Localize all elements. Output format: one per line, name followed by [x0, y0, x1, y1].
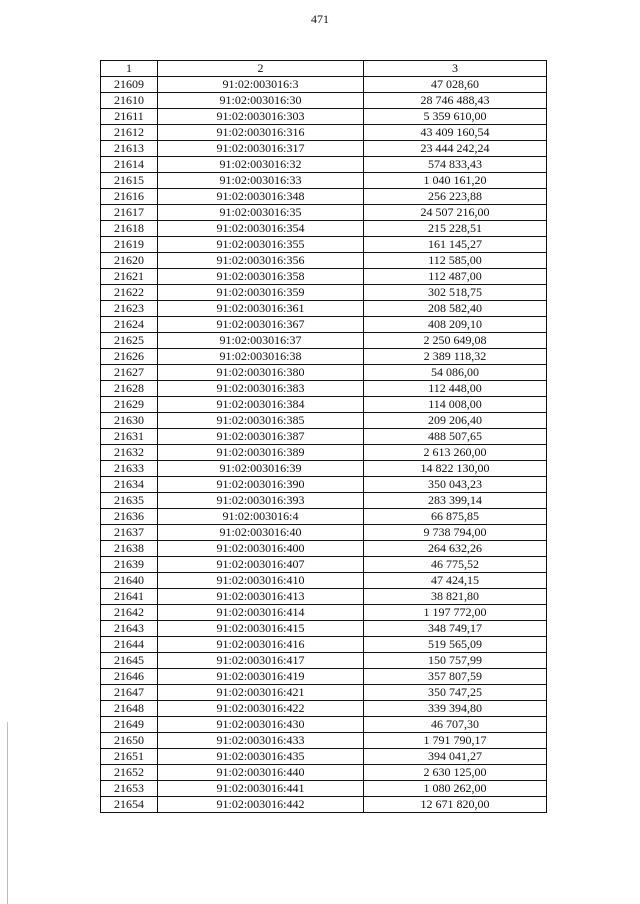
table-body — [101, 77, 547, 813]
row-number-cell: 21612 — [101, 125, 158, 141]
table-row — [101, 589, 547, 605]
cadastral-number-cell: 91:02:003016:384 — [158, 397, 364, 413]
value-cell: 256 223,88 — [364, 189, 547, 205]
row-number-cell: 21644 — [101, 637, 158, 653]
row-number-cell: 21629 — [101, 397, 158, 413]
cadastral-number-cell: 91:02:003016:316 — [158, 125, 364, 141]
cadastral-number-cell: 91:02:003016:4 — [158, 509, 364, 525]
value-cell: 112 487,00 — [364, 269, 547, 285]
cadastral-number-cell: 91:02:003016:422 — [158, 701, 364, 717]
cadastral-number-cell: 91:02:003016:415 — [158, 621, 364, 637]
table-row — [101, 445, 547, 461]
table-row — [101, 637, 547, 653]
row-number-cell: 21609 — [101, 77, 158, 93]
value-cell: 208 582,40 — [364, 301, 547, 317]
table-row — [101, 685, 547, 701]
cadastral-number-cell: 91:02:003016:407 — [158, 557, 364, 573]
value-cell: 283 399,14 — [364, 493, 547, 509]
cadastral-number-cell: 91:02:003016:421 — [158, 685, 364, 701]
cadastral-number-cell: 91:02:003016:380 — [158, 365, 364, 381]
value-cell: 348 749,17 — [364, 621, 547, 637]
row-number-cell: 21628 — [101, 381, 158, 397]
row-number-cell: 21651 — [101, 749, 158, 765]
table-row — [101, 205, 547, 221]
cadastral-number-cell: 91:02:003016:417 — [158, 653, 364, 669]
row-number-cell: 21616 — [101, 189, 158, 205]
value-cell: 66 875,85 — [364, 509, 547, 525]
row-number-cell: 21632 — [101, 445, 158, 461]
cadastral-number-cell: 91:02:003016:358 — [158, 269, 364, 285]
value-cell: 23 444 242,24 — [364, 141, 547, 157]
value-cell: 574 833,43 — [364, 157, 547, 173]
value-cell: 2 613 260,00 — [364, 445, 547, 461]
row-number-cell: 21615 — [101, 173, 158, 189]
cadastral-number-cell: 91:02:003016:400 — [158, 541, 364, 557]
value-cell: 357 807,59 — [364, 669, 547, 685]
row-number-cell: 21618 — [101, 221, 158, 237]
cadastral-number-cell: 91:02:003016:361 — [158, 301, 364, 317]
value-cell: 112 585,00 — [364, 253, 547, 269]
value-cell: 2 250 649,08 — [364, 333, 547, 349]
table-row — [101, 717, 547, 733]
row-number-cell: 21625 — [101, 333, 158, 349]
value-cell: 394 041,27 — [364, 749, 547, 765]
table-row — [101, 269, 547, 285]
table-row — [101, 157, 547, 173]
scan-edge-line — [7, 722, 8, 904]
table-header-row — [101, 61, 547, 77]
cadastral-number-cell: 91:02:003016:303 — [158, 109, 364, 125]
value-cell: 339 394,80 — [364, 701, 547, 717]
cadastral-number-cell: 91:02:003016:359 — [158, 285, 364, 301]
column-header-number: 1 — [101, 61, 158, 77]
table-row — [101, 285, 547, 301]
cadastral-number-cell: 91:02:003016:389 — [158, 445, 364, 461]
value-cell: 47 424,15 — [364, 573, 547, 589]
value-cell: 112 448,00 — [364, 381, 547, 397]
table-row — [101, 493, 547, 509]
row-number-cell: 21614 — [101, 157, 158, 173]
row-number-cell: 21649 — [101, 717, 158, 733]
cadastral-number-cell: 91:02:003016:38 — [158, 349, 364, 365]
row-number-cell: 21620 — [101, 253, 158, 269]
row-number-cell: 21640 — [101, 573, 158, 589]
cadastral-number-cell: 91:02:003016:441 — [158, 781, 364, 797]
table-row — [101, 125, 547, 141]
row-number-cell: 21643 — [101, 621, 158, 637]
row-number-cell: 21630 — [101, 413, 158, 429]
row-number-cell: 21633 — [101, 461, 158, 477]
row-number-cell: 21642 — [101, 605, 158, 621]
table-row — [101, 733, 547, 749]
row-number-cell: 21641 — [101, 589, 158, 605]
table-row — [101, 797, 547, 813]
table-row — [101, 77, 547, 93]
cadastral-number-cell: 91:02:003016:3 — [158, 77, 364, 93]
table-row — [101, 605, 547, 621]
table-row — [101, 333, 547, 349]
row-number-cell: 21613 — [101, 141, 158, 157]
table-row — [101, 381, 547, 397]
cadastral-number-cell: 91:02:003016:435 — [158, 749, 364, 765]
value-cell: 43 409 160,54 — [364, 125, 547, 141]
cadastral-number-cell: 91:02:003016:393 — [158, 493, 364, 509]
table-row — [101, 509, 547, 525]
cadastral-number-cell: 91:02:003016:416 — [158, 637, 364, 653]
value-cell: 2 389 118,32 — [364, 349, 547, 365]
table-row — [101, 93, 547, 109]
row-number-cell: 21646 — [101, 669, 158, 685]
value-cell: 114 008,00 — [364, 397, 547, 413]
value-cell: 46 707,30 — [364, 717, 547, 733]
cadastral-number-cell: 91:02:003016:33 — [158, 173, 364, 189]
row-number-cell: 21621 — [101, 269, 158, 285]
table-row — [101, 525, 547, 541]
cadastral-value-table — [100, 60, 547, 813]
value-cell: 24 507 216,00 — [364, 205, 547, 221]
cadastral-number-cell: 91:02:003016:413 — [158, 589, 364, 605]
cadastral-number-cell: 91:02:003016:32 — [158, 157, 364, 173]
value-cell: 12 671 820,00 — [364, 797, 547, 813]
table-row — [101, 541, 547, 557]
row-number-cell: 21619 — [101, 237, 158, 253]
cadastral-number-cell: 91:02:003016:354 — [158, 221, 364, 237]
row-number-cell: 21635 — [101, 493, 158, 509]
cadastral-number-cell: 91:02:003016:410 — [158, 573, 364, 589]
value-cell: 9 738 794,00 — [364, 525, 547, 541]
cadastral-number-cell: 91:02:003016:348 — [158, 189, 364, 205]
row-number-cell: 21610 — [101, 93, 158, 109]
value-cell: 5 359 610,00 — [364, 109, 547, 125]
value-cell: 2 630 125,00 — [364, 765, 547, 781]
cadastral-number-cell: 91:02:003016:387 — [158, 429, 364, 445]
cadastral-number-cell: 91:02:003016:37 — [158, 333, 364, 349]
cadastral-number-cell: 91:02:003016:430 — [158, 717, 364, 733]
value-cell: 54 086,00 — [364, 365, 547, 381]
table-row — [101, 477, 547, 493]
table-row — [101, 189, 547, 205]
table-row — [101, 701, 547, 717]
cadastral-number-cell: 91:02:003016:385 — [158, 413, 364, 429]
table-row — [101, 317, 547, 333]
value-cell: 1 197 772,00 — [364, 605, 547, 621]
value-cell: 14 822 130,00 — [364, 461, 547, 477]
table-row — [101, 621, 547, 637]
table-row — [101, 397, 547, 413]
table-row — [101, 749, 547, 765]
value-cell: 161 145,27 — [364, 237, 547, 253]
row-number-cell: 21611 — [101, 109, 158, 125]
cadastral-number-cell: 91:02:003016:35 — [158, 205, 364, 221]
value-cell: 350 043,23 — [364, 477, 547, 493]
table-row — [101, 141, 547, 157]
row-number-cell: 21622 — [101, 285, 158, 301]
cadastral-number-cell: 91:02:003016:356 — [158, 253, 364, 269]
cadastral-number-cell: 91:02:003016:440 — [158, 765, 364, 781]
value-cell: 350 747,25 — [364, 685, 547, 701]
row-number-cell: 21652 — [101, 765, 158, 781]
value-cell: 1 791 790,17 — [364, 733, 547, 749]
table-row — [101, 461, 547, 477]
table-row — [101, 781, 547, 797]
row-number-cell: 21645 — [101, 653, 158, 669]
row-number-cell: 21634 — [101, 477, 158, 493]
value-cell: 302 518,75 — [364, 285, 547, 301]
value-cell: 38 821,80 — [364, 589, 547, 605]
cadastral-number-cell: 91:02:003016:39 — [158, 461, 364, 477]
row-number-cell: 21639 — [101, 557, 158, 573]
cadastral-number-cell: 91:02:003016:390 — [158, 477, 364, 493]
table-row — [101, 429, 547, 445]
table-row — [101, 413, 547, 429]
table-row — [101, 573, 547, 589]
table-row — [101, 221, 547, 237]
page-number: 471 — [311, 12, 329, 26]
cadastral-number-cell: 91:02:003016:414 — [158, 605, 364, 621]
column-header-value: 3 — [364, 61, 547, 77]
value-cell: 47 028,60 — [364, 77, 547, 93]
table-row — [101, 365, 547, 381]
table-row — [101, 301, 547, 317]
cadastral-number-cell: 91:02:003016:442 — [158, 797, 364, 813]
cadastral-number-cell: 91:02:003016:40 — [158, 525, 364, 541]
table-row — [101, 653, 547, 669]
cadastral-number-cell: 91:02:003016:317 — [158, 141, 364, 157]
value-cell: 150 757,99 — [364, 653, 547, 669]
cadastral-number-cell: 91:02:003016:367 — [158, 317, 364, 333]
value-cell: 488 507,65 — [364, 429, 547, 445]
table-row — [101, 237, 547, 253]
row-number-cell: 21650 — [101, 733, 158, 749]
table-row — [101, 557, 547, 573]
column-header-cadastral-number: 2 — [158, 61, 364, 77]
cadastral-number-cell: 91:02:003016:383 — [158, 381, 364, 397]
row-number-cell: 21653 — [101, 781, 158, 797]
value-cell: 264 632,26 — [364, 541, 547, 557]
row-number-cell: 21648 — [101, 701, 158, 717]
cadastral-number-cell: 91:02:003016:355 — [158, 237, 364, 253]
row-number-cell: 21626 — [101, 349, 158, 365]
value-cell: 1 080 262,00 — [364, 781, 547, 797]
cadastral-number-cell: 91:02:003016:419 — [158, 669, 364, 685]
row-number-cell: 21647 — [101, 685, 158, 701]
value-cell: 408 209,10 — [364, 317, 547, 333]
row-number-cell: 21617 — [101, 205, 158, 221]
row-number-cell: 21637 — [101, 525, 158, 541]
table-row — [101, 253, 547, 269]
row-number-cell: 21638 — [101, 541, 158, 557]
table-row — [101, 669, 547, 685]
row-number-cell: 21631 — [101, 429, 158, 445]
table-row — [101, 765, 547, 781]
value-cell: 209 206,40 — [364, 413, 547, 429]
table-row — [101, 173, 547, 189]
value-cell: 46 775,52 — [364, 557, 547, 573]
table-row — [101, 349, 547, 365]
value-cell: 519 565,09 — [364, 637, 547, 653]
row-number-cell: 21654 — [101, 797, 158, 813]
value-cell: 215 228,51 — [364, 221, 547, 237]
row-number-cell: 21636 — [101, 509, 158, 525]
table-row — [101, 109, 547, 125]
row-number-cell: 21624 — [101, 317, 158, 333]
value-cell: 1 040 161,20 — [364, 173, 547, 189]
row-number-cell: 21627 — [101, 365, 158, 381]
cadastral-number-cell: 91:02:003016:30 — [158, 93, 364, 109]
cadastral-number-cell: 91:02:003016:433 — [158, 733, 364, 749]
row-number-cell: 21623 — [101, 301, 158, 317]
value-cell: 28 746 488,43 — [364, 93, 547, 109]
